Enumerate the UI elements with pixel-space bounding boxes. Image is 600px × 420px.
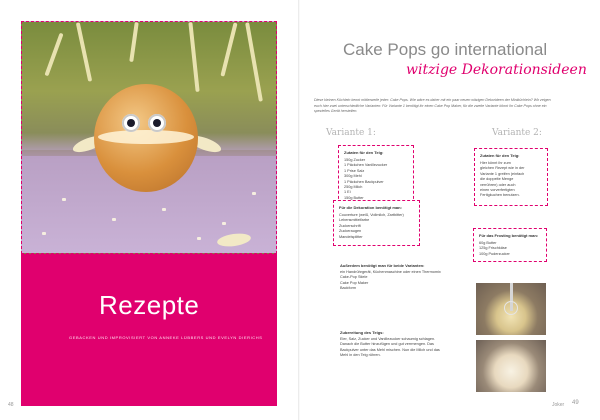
ingredient-item: 100g Puderzucker [479, 251, 510, 256]
mixing-photo [476, 283, 546, 335]
ingredient-item: 125g Frischkäse [479, 246, 507, 251]
ingredient-item: Zuckerschrift [339, 223, 361, 228]
ingredient-item: gleichen Rezept wie in der [480, 166, 525, 171]
tools-block [340, 263, 480, 292]
section-title: Rezepte [99, 290, 200, 320]
variant-1-dough-heading: Zutaten für den Teig: [344, 150, 384, 155]
ingredient-item: Lebensmittelfarbe [339, 218, 370, 223]
variant-1-deco-box [333, 200, 420, 246]
ingredient-item: Zuckeraugen [339, 229, 362, 234]
right-page [300, 0, 600, 420]
variant-2-label: Variante 2: [492, 128, 542, 138]
article-intro: Diese kleinen Küchlein kennt mittlerweile jeder: Cake Pops. Wie wäre es daher mit ein paar neuen witzigen Dekorideen der Miniküchlein? Wir zeigen euch hier zwei unterschiedliche Varianten: Für Variante 1 benötigt ihr einen Cake Pop Maker, für die zweite Variante könnt ihr Cake Pops ohne ein spezielles Gerät herstellen. [314, 98, 551, 114]
ingredient-item: 150g Butter [344, 195, 364, 200]
recipe-credit: GEBACKEN UND IMPROVISIERT VON ANNEKE LÜBBERS UND EVELYN DIERICHS [69, 335, 263, 340]
ingredient-item: 1 Ei [344, 190, 351, 195]
prep-heading: Zubereitung des Teigs: [340, 330, 384, 335]
ingredient-item: Hier könnt ihr zum [480, 161, 511, 165]
tool-item: ein Handrührgerät, Küchenmaschine oder einen Thermomix [340, 270, 441, 274]
variant-1-label: Variante 1: [326, 128, 376, 138]
ingredient-item: Couverture (weiß, Vollmilch, Zartbitter) [339, 213, 404, 217]
ingredient-item: Mandelsplitter [339, 234, 363, 239]
page-number-right: 49 [572, 400, 579, 406]
ingredient-item: 1 Päckchen Backpulver [344, 179, 384, 184]
ingredient-item: 300g Mehl [344, 174, 362, 179]
variant-2-frosting-heading: Für das Frosting benötigt man: [479, 233, 539, 238]
variant-2-dough-heading: Zutaten für den Teig: [480, 153, 520, 158]
magazine-name-left: JOKER [22, 400, 43, 406]
prep-line: Backpulver unter das Mehl mischen. Nun die Milch und das [340, 347, 440, 352]
ingredient-item: verrühren) oder auch [480, 182, 516, 187]
ingredient-item: einen vorverfertigten [480, 188, 515, 193]
ingredient-item: 250g Milch [344, 185, 363, 190]
prep-line: Danach die Butter hinzufügen und gut verrmengen. Das [340, 342, 434, 347]
ingredient-item: 1 Päckchen Vanillezucker [344, 163, 388, 168]
page-number-left: 48 [8, 402, 14, 408]
tool-item: Cake-Pop Stiele [340, 275, 368, 280]
cake-pop-photo [21, 21, 277, 254]
ingredient-item: 1 Prise Salz [344, 168, 365, 173]
section-banner [21, 254, 277, 406]
variant-2-dough-box [474, 148, 548, 206]
ingredient-item: 60g Butter [479, 241, 497, 245]
prep-line: Eier, Salz, Zucker und Vanillezucker schaumig schlagen. [340, 337, 436, 341]
magazine-name-right: Joker [552, 402, 565, 408]
prep-line: Mehl in den Teig rühren. [340, 353, 381, 358]
variant-1-deco-heading: Für die Dekoration benötigt man: [339, 205, 402, 210]
ingredient-item: Variante 1 greifen (einfach [480, 171, 525, 176]
ingredient-item: Fertigkuchen benutzen. [480, 193, 520, 198]
tool-item: Backform [340, 286, 357, 291]
prep-block [340, 330, 490, 359]
variant-2-frosting-box [473, 228, 547, 262]
tools-heading: Außerdem benötigt man für beide Varianten: [340, 263, 425, 268]
tool-item: Cake Pop Maker [340, 280, 369, 285]
article-title: Cake Pops go international [343, 40, 548, 59]
dough-photo [476, 340, 546, 392]
ingredient-item: die doppelte Menge [480, 177, 514, 182]
ingredient-item: 150g Zucker [344, 158, 366, 162]
article-subtitle: witzige Dekorationsideen [406, 62, 587, 78]
